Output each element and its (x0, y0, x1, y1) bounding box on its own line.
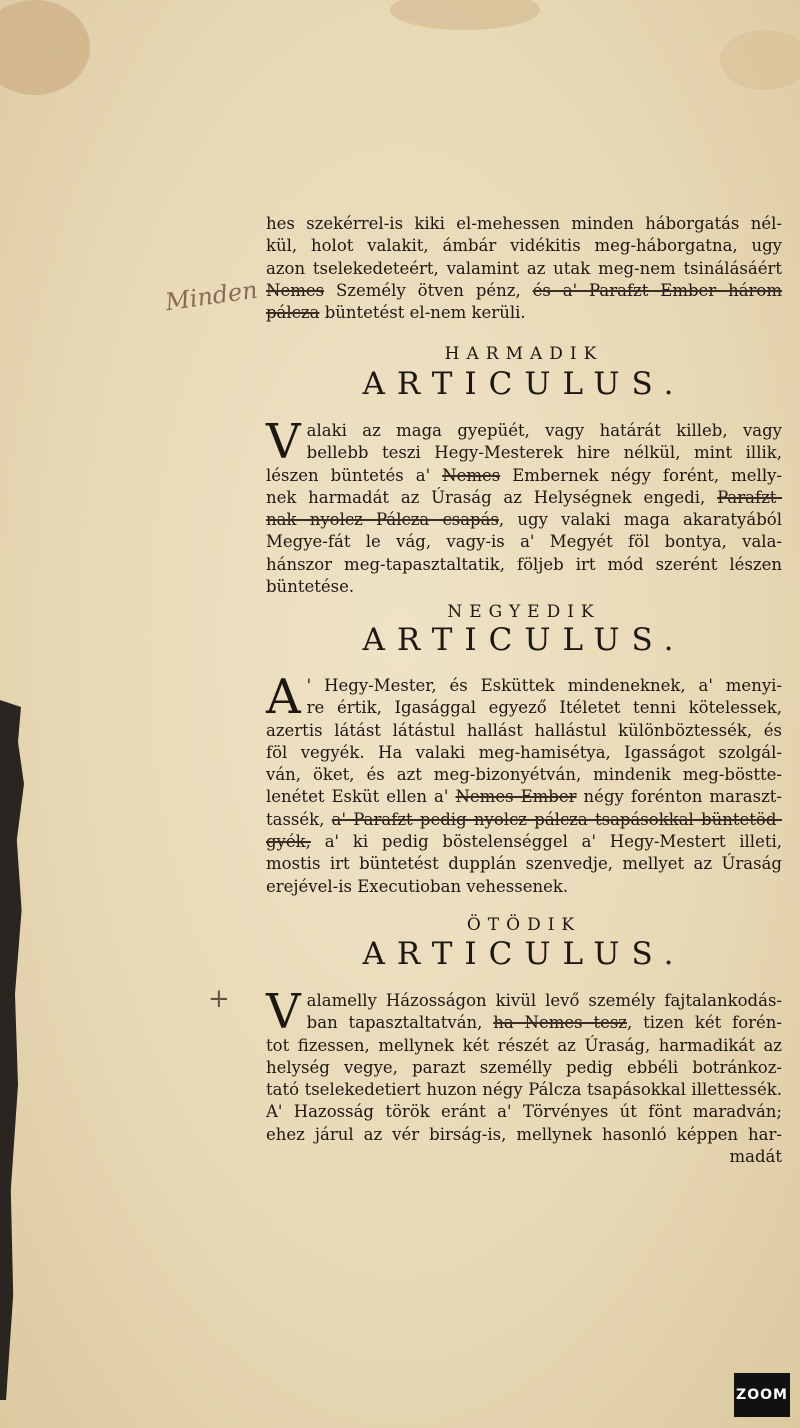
article-5-big-heading: ARTICULUS. (362, 936, 686, 972)
article-5-body (266, 984, 782, 1168)
paper-stain (0, 0, 90, 95)
text-line (266, 509, 782, 531)
intro-paragraph (266, 213, 782, 324)
text-line (266, 831, 782, 853)
text-line (266, 809, 782, 831)
text-line (266, 1012, 782, 1034)
text-line: erejével-is Executioban vehessenek. (266, 876, 569, 896)
text-line: büntetése. (266, 577, 355, 597)
text-line: mostis irt büntetést dupplán szenvedje, mellyet az Úraság (266, 854, 782, 874)
text-line: föl vegyék. Ha valaki meg-hamisétya, Igasságot szolgál- (266, 742, 782, 762)
text-line: alaki az maga gyepüét, vagy határát killeb, vagy (306, 421, 782, 440)
text-line: re értik, Igasággal egyező Itéletet tenni kötelessek, (306, 698, 782, 718)
text-fragment: négy forénton maraszt- (576, 787, 782, 807)
text-line: helység vegye, parazt személly pedig ebbéli botránkoz- (266, 1057, 782, 1077)
struck-text: Nemes (442, 465, 501, 485)
article-5-small-heading: ÖTÖDIK (466, 915, 582, 935)
text-fragment: Személy ötven pénz, (324, 280, 533, 300)
article-4-small-heading: NEGYEDIK (447, 602, 601, 622)
text-fragment: lészen büntetés a' (266, 465, 443, 485)
text-fragment: ban tapasztaltatván, (306, 1013, 494, 1033)
paper-stain (720, 30, 800, 90)
struck-text: Nemes Ember (455, 787, 577, 807)
text-line: ' Hegy-Mester, és Esküttek mindeneknek, a' menyi- (306, 676, 782, 695)
article-3-small-heading: HARMADIK (444, 344, 604, 364)
drop-cap: A (266, 669, 301, 725)
text-line: ehez járul az vér birság-is, mellynek hasonló képpen har- (266, 1124, 782, 1144)
torn-edge (0, 700, 60, 1400)
text-fragment: , ugy valaki maga akaratyából (498, 510, 782, 530)
text-line: hes szekérrel-is kiki el-mehessen minden háborgatás nél- (266, 214, 782, 233)
text-line: kül, holot valakit, ámbár vidékitis meg-háborgatna, ugy (266, 236, 782, 256)
text-fragment: tassék, (266, 809, 332, 829)
text-line: A' Hazosság török eránt a' Törvényes út fönt maradván; (266, 1102, 782, 1122)
zoom-watermark-logo: ZOOM (734, 1373, 790, 1417)
drop-cap: V (266, 984, 301, 1040)
text-line: madát (729, 1147, 782, 1167)
text-line: azon tselekedeteért, valamint az utak meg-nem tsinálásáért (266, 258, 782, 278)
text-fragment: lenétet Esküt ellen a' (266, 787, 456, 807)
margin-cross-mark: + (208, 984, 230, 1014)
text-fragment: , tizen két forén- (627, 1013, 782, 1033)
drop-cap: V (266, 414, 301, 470)
text-line: alamelly Házosságon kivül levő személy fajtalankodás- (306, 991, 782, 1010)
text-line (266, 487, 782, 509)
text-line (266, 302, 782, 324)
text-line: azertis látást látástul hallást hallástul különböztessék, és (266, 720, 782, 740)
struck-text: pálcza (266, 303, 320, 323)
article-3-body (266, 414, 782, 598)
text-fragment: a' ki pedig böstelenséggel a' Hegy-Mestert illeti, (310, 832, 782, 852)
struck-text: ha Nemes tesz (493, 1013, 627, 1033)
article-4-big-heading: ARTICULUS. (362, 622, 686, 658)
text-fragment: büntetést el-nem kerüli. (319, 303, 526, 323)
struck-text: gyék, (266, 832, 311, 852)
text-line: tot fizessen, mellynek két részét az Úraság, harmadikát az (266, 1035, 782, 1055)
text-line: ván, öket, és azt meg-bizonyétván, mindenik meg-böstte- (266, 765, 782, 785)
struck-text: Nemes (266, 280, 325, 300)
text-fragment: Embernek négy forént, melly- (500, 465, 782, 485)
text-fragment: nek harmadát az Úraság az Helységnek engedi, (266, 487, 718, 507)
paper-stain (390, 0, 540, 30)
struck-text: Parafzt- (717, 487, 782, 507)
text-line: tató tselekedetiert huzon négy Pálcza tsapásokkal illettessék. (266, 1080, 782, 1100)
struck-text: a' Parafzt pedig nyolcz pálcza tsapásokkal büntetöd- (331, 809, 782, 829)
struck-text: és a' Parafzt Ember három (532, 280, 783, 300)
text-line (266, 465, 782, 487)
text-line: hánszor meg-tapasztaltatik, följeb irt mód szerént lészen (266, 554, 782, 574)
text-line (266, 280, 782, 302)
text-line: Megye-fát le vág, vagy-is a' Megyét föl bontya, vala- (266, 532, 782, 552)
article-3-big-heading: ARTICULUS. (362, 366, 686, 402)
struck-text: nak nyolcz Pálcza csapás (266, 510, 499, 530)
margin-note-handwritten: Minden (163, 275, 260, 317)
text-line (266, 786, 782, 808)
article-4-body (266, 669, 782, 898)
text-line: bellebb teszi Hegy-Mesterek hire nélkül, mint illik, (306, 443, 782, 463)
